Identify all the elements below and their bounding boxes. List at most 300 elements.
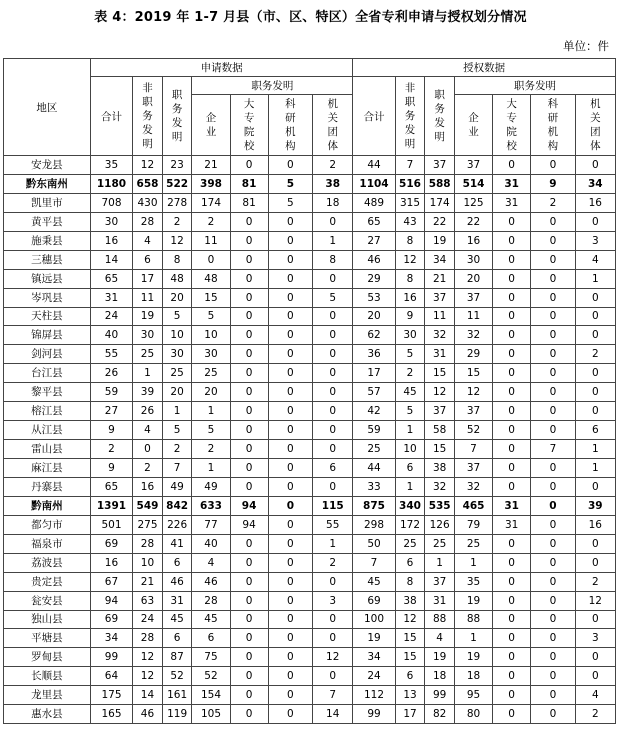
value-cell: 633 bbox=[192, 496, 230, 515]
value-cell: 81 bbox=[230, 174, 268, 193]
app-service-invention-header: 职务发明 bbox=[192, 77, 353, 95]
value-cell: 0 bbox=[268, 269, 312, 288]
value-cell: 75 bbox=[192, 648, 230, 667]
app-non-service-header: 非职务发明 bbox=[133, 77, 163, 156]
value-cell: 30 bbox=[192, 345, 230, 364]
value-cell: 0 bbox=[268, 534, 312, 553]
value-cell: 11 bbox=[425, 307, 455, 326]
table-row bbox=[4, 269, 616, 288]
value-cell: 0 bbox=[230, 667, 268, 686]
value-cell: 8 bbox=[395, 231, 425, 250]
value-cell: 549 bbox=[133, 496, 163, 515]
region-cell: 荔波县 bbox=[4, 553, 91, 572]
table-row bbox=[4, 156, 616, 175]
value-cell: 14 bbox=[133, 686, 163, 705]
value-cell: 64 bbox=[90, 667, 132, 686]
value-cell: 37 bbox=[454, 156, 492, 175]
value-cell: 0 bbox=[313, 383, 353, 402]
value-cell: 7 bbox=[162, 459, 192, 478]
value-cell: 11 bbox=[192, 231, 230, 250]
value-cell: 0 bbox=[531, 250, 575, 269]
value-cell: 45 bbox=[395, 383, 425, 402]
value-cell: 30 bbox=[454, 250, 492, 269]
value-cell: 0 bbox=[493, 269, 531, 288]
table-row bbox=[4, 174, 616, 193]
value-cell: 430 bbox=[133, 193, 163, 212]
value-cell: 28 bbox=[192, 591, 230, 610]
value-cell: 2 bbox=[162, 440, 192, 459]
value-cell: 11 bbox=[133, 288, 163, 307]
value-cell: 57 bbox=[353, 383, 395, 402]
grant-institution-header: 机关团体 bbox=[575, 95, 615, 156]
value-cell: 0 bbox=[575, 610, 615, 629]
value-cell: 0 bbox=[268, 307, 312, 326]
value-cell: 8 bbox=[162, 250, 192, 269]
value-cell: 87 bbox=[162, 648, 192, 667]
value-cell: 7 bbox=[454, 440, 492, 459]
value-cell: 588 bbox=[425, 174, 455, 193]
value-cell: 65 bbox=[353, 212, 395, 231]
value-cell: 17 bbox=[395, 705, 425, 724]
value-cell: 4 bbox=[192, 553, 230, 572]
value-cell: 5 bbox=[162, 421, 192, 440]
value-cell: 52 bbox=[192, 667, 230, 686]
value-cell: 2 bbox=[575, 572, 615, 591]
value-cell: 4 bbox=[425, 629, 455, 648]
value-cell: 0 bbox=[268, 572, 312, 591]
table-row bbox=[4, 591, 616, 610]
value-cell: 535 bbox=[425, 496, 455, 515]
value-cell: 0 bbox=[230, 534, 268, 553]
value-cell: 16 bbox=[90, 231, 132, 250]
value-cell: 82 bbox=[425, 705, 455, 724]
value-cell: 0 bbox=[493, 326, 531, 345]
value-cell: 99 bbox=[90, 648, 132, 667]
app-service-header: 职务发明 bbox=[162, 77, 192, 156]
value-cell: 0 bbox=[230, 156, 268, 175]
region-cell: 榕江县 bbox=[4, 402, 91, 421]
table-row bbox=[4, 610, 616, 629]
value-cell: 1 bbox=[575, 269, 615, 288]
value-cell: 11 bbox=[454, 307, 492, 326]
value-cell: 0 bbox=[230, 421, 268, 440]
value-cell: 0 bbox=[230, 629, 268, 648]
value-cell: 226 bbox=[162, 515, 192, 534]
value-cell: 0 bbox=[268, 212, 312, 231]
value-cell: 24 bbox=[90, 307, 132, 326]
value-cell: 0 bbox=[230, 383, 268, 402]
value-cell: 12 bbox=[133, 648, 163, 667]
value-cell: 340 bbox=[395, 496, 425, 515]
value-cell: 3 bbox=[313, 591, 353, 610]
value-cell: 29 bbox=[454, 345, 492, 364]
value-cell: 125 bbox=[454, 193, 492, 212]
value-cell: 0 bbox=[313, 307, 353, 326]
value-cell: 0 bbox=[575, 534, 615, 553]
value-cell: 26 bbox=[133, 402, 163, 421]
value-cell: 2 bbox=[133, 459, 163, 478]
value-cell: 0 bbox=[531, 648, 575, 667]
value-cell: 398 bbox=[192, 174, 230, 193]
value-cell: 48 bbox=[162, 269, 192, 288]
value-cell: 658 bbox=[133, 174, 163, 193]
value-cell: 1 bbox=[425, 553, 455, 572]
value-cell: 0 bbox=[268, 629, 312, 648]
value-cell: 55 bbox=[90, 345, 132, 364]
value-cell: 0 bbox=[230, 345, 268, 364]
value-cell: 0 bbox=[493, 231, 531, 250]
value-cell: 0 bbox=[268, 705, 312, 724]
value-cell: 0 bbox=[575, 402, 615, 421]
value-cell: 0 bbox=[230, 288, 268, 307]
value-cell: 52 bbox=[162, 667, 192, 686]
value-cell: 49 bbox=[192, 477, 230, 496]
value-cell: 19 bbox=[133, 307, 163, 326]
value-cell: 0 bbox=[493, 629, 531, 648]
value-cell: 32 bbox=[425, 477, 455, 496]
value-cell: 0 bbox=[268, 231, 312, 250]
value-cell: 69 bbox=[90, 534, 132, 553]
value-cell: 38 bbox=[425, 459, 455, 478]
table-row bbox=[4, 250, 616, 269]
value-cell: 9 bbox=[395, 307, 425, 326]
value-cell: 7 bbox=[531, 440, 575, 459]
value-cell: 0 bbox=[531, 307, 575, 326]
value-cell: 32 bbox=[454, 477, 492, 496]
value-cell: 0 bbox=[531, 383, 575, 402]
value-cell: 62 bbox=[353, 326, 395, 345]
value-cell: 9 bbox=[90, 421, 132, 440]
region-cell: 都匀市 bbox=[4, 515, 91, 534]
table-row bbox=[4, 477, 616, 496]
value-cell: 94 bbox=[230, 496, 268, 515]
value-cell: 37 bbox=[454, 288, 492, 307]
value-cell: 0 bbox=[230, 364, 268, 383]
value-cell: 0 bbox=[575, 326, 615, 345]
value-cell: 0 bbox=[230, 212, 268, 231]
value-cell: 0 bbox=[230, 269, 268, 288]
value-cell: 0 bbox=[268, 496, 312, 515]
value-cell: 37 bbox=[425, 288, 455, 307]
value-cell: 100 bbox=[353, 610, 395, 629]
value-cell: 0 bbox=[531, 326, 575, 345]
value-cell: 30 bbox=[162, 345, 192, 364]
value-cell: 6 bbox=[395, 553, 425, 572]
table-row bbox=[4, 515, 616, 534]
value-cell: 20 bbox=[162, 288, 192, 307]
value-cell: 79 bbox=[454, 515, 492, 534]
value-cell: 501 bbox=[90, 515, 132, 534]
value-cell: 45 bbox=[162, 610, 192, 629]
value-cell: 6 bbox=[395, 667, 425, 686]
value-cell: 315 bbox=[395, 193, 425, 212]
value-cell: 0 bbox=[230, 402, 268, 421]
value-cell: 23 bbox=[162, 156, 192, 175]
value-cell: 28 bbox=[133, 534, 163, 553]
value-cell: 1 bbox=[133, 364, 163, 383]
value-cell: 9 bbox=[90, 459, 132, 478]
value-cell: 16 bbox=[575, 515, 615, 534]
value-cell: 55 bbox=[313, 515, 353, 534]
value-cell: 0 bbox=[230, 326, 268, 345]
value-cell: 44 bbox=[353, 156, 395, 175]
value-cell: 0 bbox=[493, 534, 531, 553]
value-cell: 0 bbox=[268, 440, 312, 459]
value-cell: 22 bbox=[425, 212, 455, 231]
value-cell: 1 bbox=[192, 402, 230, 421]
app-total-header: 合计 bbox=[90, 77, 132, 156]
value-cell: 2 bbox=[575, 345, 615, 364]
value-cell: 20 bbox=[192, 383, 230, 402]
value-cell: 0 bbox=[313, 477, 353, 496]
value-cell: 25 bbox=[162, 364, 192, 383]
value-cell: 2 bbox=[531, 193, 575, 212]
value-cell: 9 bbox=[531, 174, 575, 193]
value-cell: 16 bbox=[133, 477, 163, 496]
value-cell: 29 bbox=[353, 269, 395, 288]
value-cell: 0 bbox=[493, 250, 531, 269]
value-cell: 0 bbox=[313, 667, 353, 686]
value-cell: 46 bbox=[353, 250, 395, 269]
region-cell: 丹寨县 bbox=[4, 477, 91, 496]
grant-service-invention-header: 职务发明 bbox=[454, 77, 615, 95]
value-cell: 8 bbox=[313, 250, 353, 269]
grant-total-header: 合计 bbox=[353, 77, 395, 156]
region-cell: 麻江县 bbox=[4, 459, 91, 478]
value-cell: 27 bbox=[90, 402, 132, 421]
value-cell: 0 bbox=[531, 667, 575, 686]
value-cell: 10 bbox=[192, 326, 230, 345]
value-cell: 0 bbox=[531, 288, 575, 307]
value-cell: 175 bbox=[90, 686, 132, 705]
value-cell: 0 bbox=[313, 610, 353, 629]
value-cell: 15 bbox=[454, 364, 492, 383]
value-cell: 25 bbox=[353, 440, 395, 459]
value-cell: 8 bbox=[395, 572, 425, 591]
value-cell: 0 bbox=[268, 364, 312, 383]
value-cell: 0 bbox=[268, 459, 312, 478]
value-cell: 154 bbox=[192, 686, 230, 705]
value-cell: 489 bbox=[353, 193, 395, 212]
value-cell: 32 bbox=[425, 326, 455, 345]
value-cell: 25 bbox=[192, 364, 230, 383]
value-cell: 94 bbox=[90, 591, 132, 610]
value-cell: 6 bbox=[162, 629, 192, 648]
value-cell: 33 bbox=[353, 477, 395, 496]
region-cell: 龙里县 bbox=[4, 686, 91, 705]
value-cell: 1180 bbox=[90, 174, 132, 193]
value-cell: 14 bbox=[313, 705, 353, 724]
table-row bbox=[4, 212, 616, 231]
value-cell: 0 bbox=[230, 231, 268, 250]
table-body bbox=[4, 156, 616, 724]
table-row bbox=[4, 440, 616, 459]
value-cell: 0 bbox=[313, 421, 353, 440]
table-row bbox=[4, 383, 616, 402]
value-cell: 80 bbox=[454, 705, 492, 724]
value-cell: 1 bbox=[575, 459, 615, 478]
value-cell: 6 bbox=[162, 553, 192, 572]
table-row bbox=[4, 534, 616, 553]
value-cell: 88 bbox=[425, 610, 455, 629]
value-cell: 0 bbox=[531, 686, 575, 705]
value-cell: 0 bbox=[268, 326, 312, 345]
value-cell: 30 bbox=[395, 326, 425, 345]
value-cell: 1 bbox=[162, 402, 192, 421]
value-cell: 1 bbox=[395, 477, 425, 496]
value-cell: 0 bbox=[575, 156, 615, 175]
value-cell: 30 bbox=[133, 326, 163, 345]
value-cell: 2 bbox=[192, 440, 230, 459]
value-cell: 0 bbox=[531, 364, 575, 383]
value-cell: 59 bbox=[353, 421, 395, 440]
value-cell: 35 bbox=[90, 156, 132, 175]
value-cell: 18 bbox=[425, 667, 455, 686]
region-header: 地区 bbox=[4, 59, 91, 156]
value-cell: 16 bbox=[454, 231, 492, 250]
value-cell: 0 bbox=[493, 402, 531, 421]
table-row bbox=[4, 193, 616, 212]
value-cell: 126 bbox=[425, 515, 455, 534]
region-cell: 平塘县 bbox=[4, 629, 91, 648]
value-cell: 28 bbox=[133, 629, 163, 648]
value-cell: 3 bbox=[575, 629, 615, 648]
value-cell: 15 bbox=[395, 648, 425, 667]
value-cell: 10 bbox=[395, 440, 425, 459]
region-cell: 黄平县 bbox=[4, 212, 91, 231]
value-cell: 0 bbox=[531, 212, 575, 231]
value-cell: 10 bbox=[133, 553, 163, 572]
value-cell: 6 bbox=[313, 459, 353, 478]
value-cell: 31 bbox=[425, 591, 455, 610]
value-cell: 46 bbox=[192, 572, 230, 591]
value-cell: 31 bbox=[493, 174, 531, 193]
value-cell: 0 bbox=[230, 459, 268, 478]
value-cell: 19 bbox=[425, 231, 455, 250]
value-cell: 0 bbox=[268, 345, 312, 364]
value-cell: 275 bbox=[133, 515, 163, 534]
value-cell: 708 bbox=[90, 193, 132, 212]
value-cell: 5 bbox=[395, 345, 425, 364]
region-cell: 锦屏县 bbox=[4, 326, 91, 345]
value-cell: 0 bbox=[313, 212, 353, 231]
value-cell: 44 bbox=[353, 459, 395, 478]
region-cell: 岑巩县 bbox=[4, 288, 91, 307]
value-cell: 0 bbox=[268, 288, 312, 307]
value-cell: 0 bbox=[268, 477, 312, 496]
value-cell: 0 bbox=[268, 515, 312, 534]
table-row bbox=[4, 686, 616, 705]
value-cell: 12 bbox=[395, 250, 425, 269]
value-cell: 6 bbox=[133, 250, 163, 269]
value-cell: 516 bbox=[395, 174, 425, 193]
value-cell: 95 bbox=[454, 686, 492, 705]
value-cell: 45 bbox=[192, 610, 230, 629]
value-cell: 81 bbox=[230, 193, 268, 212]
value-cell: 0 bbox=[493, 345, 531, 364]
value-cell: 4 bbox=[575, 686, 615, 705]
value-cell: 1 bbox=[454, 553, 492, 572]
value-cell: 1 bbox=[395, 421, 425, 440]
value-cell: 4 bbox=[133, 421, 163, 440]
value-cell: 5 bbox=[192, 307, 230, 326]
unit-label: 单位：件 bbox=[563, 39, 609, 53]
value-cell: 0 bbox=[230, 610, 268, 629]
region-cell: 三穗县 bbox=[4, 250, 91, 269]
value-cell: 24 bbox=[353, 667, 395, 686]
value-cell: 0 bbox=[493, 477, 531, 496]
value-cell: 0 bbox=[531, 345, 575, 364]
value-cell: 0 bbox=[531, 534, 575, 553]
value-cell: 0 bbox=[268, 383, 312, 402]
region-cell: 黎平县 bbox=[4, 383, 91, 402]
value-cell: 161 bbox=[162, 686, 192, 705]
value-cell: 3 bbox=[575, 231, 615, 250]
value-cell: 2 bbox=[395, 364, 425, 383]
value-cell: 115 bbox=[313, 496, 353, 515]
value-cell: 31 bbox=[493, 193, 531, 212]
value-cell: 20 bbox=[162, 383, 192, 402]
value-cell: 1 bbox=[313, 231, 353, 250]
value-cell: 298 bbox=[353, 515, 395, 534]
value-cell: 20 bbox=[353, 307, 395, 326]
value-cell: 0 bbox=[493, 156, 531, 175]
value-cell: 2 bbox=[313, 156, 353, 175]
value-cell: 40 bbox=[90, 326, 132, 345]
table-row bbox=[4, 572, 616, 591]
table-row bbox=[4, 667, 616, 686]
value-cell: 42 bbox=[353, 402, 395, 421]
value-cell: 0 bbox=[575, 288, 615, 307]
value-cell: 65 bbox=[90, 477, 132, 496]
value-cell: 2 bbox=[90, 440, 132, 459]
value-cell: 21 bbox=[133, 572, 163, 591]
value-cell: 18 bbox=[454, 667, 492, 686]
value-cell: 16 bbox=[575, 193, 615, 212]
value-cell: 0 bbox=[493, 648, 531, 667]
value-cell: 19 bbox=[353, 629, 395, 648]
value-cell: 36 bbox=[353, 345, 395, 364]
value-cell: 0 bbox=[575, 648, 615, 667]
table-row bbox=[4, 231, 616, 250]
value-cell: 15 bbox=[395, 629, 425, 648]
value-cell: 2 bbox=[575, 705, 615, 724]
value-cell: 119 bbox=[162, 705, 192, 724]
value-cell: 0 bbox=[268, 156, 312, 175]
table-row bbox=[4, 629, 616, 648]
region-cell: 凯里市 bbox=[4, 193, 91, 212]
value-cell: 174 bbox=[425, 193, 455, 212]
region-cell: 雷山县 bbox=[4, 440, 91, 459]
value-cell: 6 bbox=[192, 629, 230, 648]
value-cell: 37 bbox=[425, 572, 455, 591]
value-cell: 65 bbox=[90, 269, 132, 288]
value-cell: 5 bbox=[268, 193, 312, 212]
value-cell: 465 bbox=[454, 496, 492, 515]
value-cell: 19 bbox=[454, 648, 492, 667]
value-cell: 43 bbox=[395, 212, 425, 231]
value-cell: 94 bbox=[230, 515, 268, 534]
value-cell: 0 bbox=[493, 364, 531, 383]
value-cell: 0 bbox=[493, 591, 531, 610]
value-cell: 0 bbox=[493, 459, 531, 478]
value-cell: 0 bbox=[531, 705, 575, 724]
value-cell: 37 bbox=[454, 459, 492, 478]
value-cell: 0 bbox=[268, 402, 312, 421]
value-cell: 0 bbox=[313, 440, 353, 459]
value-cell: 25 bbox=[395, 534, 425, 553]
value-cell: 10 bbox=[162, 326, 192, 345]
